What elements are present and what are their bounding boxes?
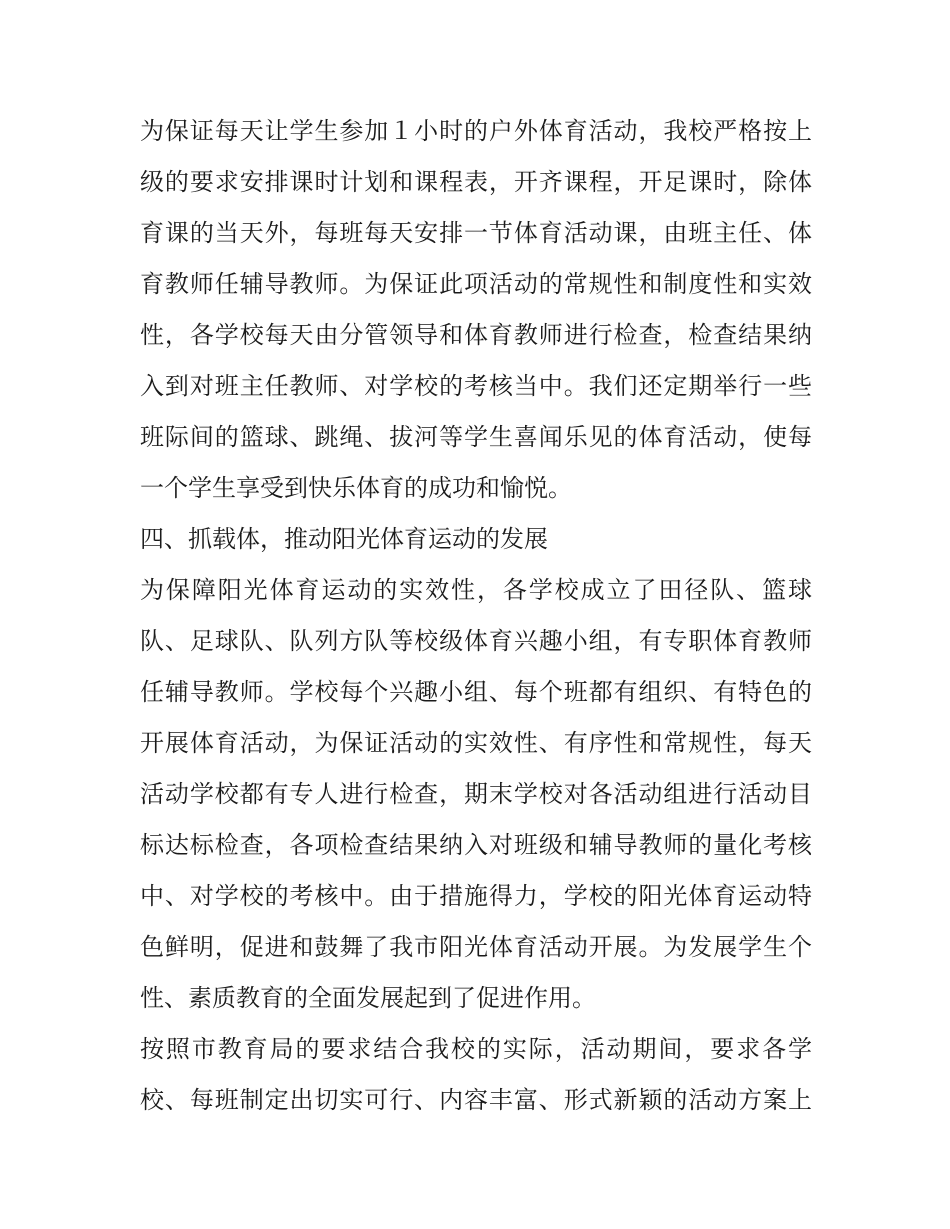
text-line: 育课的当天外，每班每天安排一节体育活动课，由班主任、体 bbox=[140, 219, 812, 247]
text-line: 育教师任辅导教师。为保证此项活动的常规性和制度性和实效 bbox=[140, 270, 812, 298]
text-line: 一个学生享受到快乐体育的成功和愉悦。 bbox=[140, 474, 572, 502]
text-line: 校、每班制定出切实可行、内容丰富、形式新颖的活动方案上 bbox=[140, 1086, 812, 1114]
text-line: 活动学校都有专人进行检查，期末学校对各活动组进行活动目 bbox=[140, 780, 812, 808]
paragraph-2 bbox=[140, 565, 812, 1024]
heading-text: 四、抓载体，推动阳光体育运动的发展 bbox=[140, 525, 548, 553]
document-body bbox=[140, 106, 812, 1126]
section-heading-4 bbox=[140, 514, 812, 565]
text-line: 入到对班主任教师、对学校的考核当中。我们还定期举行一些 bbox=[140, 372, 812, 400]
text-line: 中、对学校的考核中。由于措施得力，学校的阳光体育运动特 bbox=[140, 882, 812, 910]
text-line: 色鲜明，促进和鼓舞了我市阳光体育活动开展。为发展学生个 bbox=[140, 933, 812, 961]
text-line: 为保障阳光体育运动的实效性，各学校成立了田径队、篮球 bbox=[140, 576, 812, 604]
paragraph-3 bbox=[140, 1024, 812, 1126]
text-line: 按照市教育局的要求结合我校的实际，活动期间，要求各学 bbox=[140, 1035, 812, 1063]
text-line: 性，各学校每天由分管领导和体育教师进行检查，检查结果纳 bbox=[140, 321, 812, 349]
paragraph-1 bbox=[140, 106, 812, 514]
text-line: 班际间的篮球、跳绳、拔河等学生喜闻乐见的体育活动，使每 bbox=[140, 423, 812, 451]
text-line: 为保证每天让学生参加１小时的户外体育活动，我校严格按上 bbox=[140, 117, 812, 145]
text-line: 队、足球队、队列方队等校级体育兴趣小组，有专职体育教师 bbox=[140, 627, 812, 655]
text-line: 任辅导教师。学校每个兴趣小组、每个班都有组织、有特色的 bbox=[140, 678, 812, 706]
text-line: 级的要求安排课时计划和课程表，开齐课程，开足课时，除体 bbox=[140, 168, 812, 196]
text-line: 性、素质教育的全面发展起到了促进作用。 bbox=[140, 984, 596, 1012]
text-line: 开展体育活动，为保证活动的实效性、有序性和常规性，每天 bbox=[140, 729, 812, 757]
text-line: 标达标检查，各项检查结果纳入对班级和辅导教师的量化考核 bbox=[140, 831, 812, 859]
